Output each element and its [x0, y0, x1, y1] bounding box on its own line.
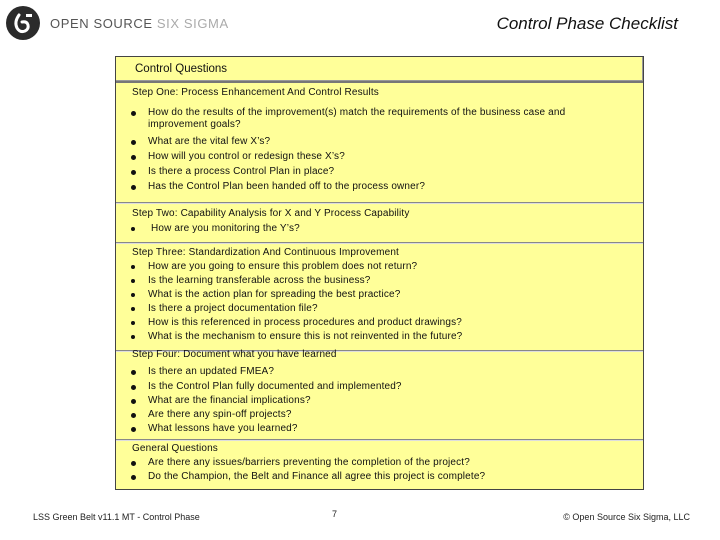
section-step-four — [116, 351, 643, 440]
logo — [6, 6, 229, 40]
bullet-icon — [131, 475, 136, 480]
section-title: Step Four: Document what you have learned — [132, 349, 337, 360]
bullet-icon — [131, 227, 135, 231]
item-text: Is there an updated FMEA? — [148, 366, 275, 377]
item-text: Is the learning transferable across the business? — [148, 275, 371, 286]
item-text: How are you monitoring the Y’s? — [151, 223, 300, 234]
item-text: What is the action plan for spreading the best practice? — [148, 289, 401, 300]
footer-course-label: LSS Green Belt v11.1 MT - Control Phase — [33, 512, 200, 522]
page-number: 7 — [332, 509, 338, 519]
item-text: How are you going to ensure this problem does not return? — [148, 261, 418, 272]
bullet-icon — [131, 399, 136, 404]
item-text: What are the vital few X’s? — [148, 136, 271, 147]
bullet-icon — [131, 170, 136, 175]
bullet-icon — [131, 279, 135, 283]
section-title: Step Three: Standardization And Continuous Improvement — [132, 247, 399, 258]
item-text: What lessons have you learned? — [148, 423, 298, 434]
item-text: Do the Champion, the Belt and Finance all agree this project is complete? — [148, 471, 486, 482]
page-title: Control Phase Checklist — [496, 14, 678, 33]
item-text: How will you control or redesign these X’s? — [148, 151, 345, 162]
logo-text — [50, 16, 229, 31]
bullet-icon — [131, 293, 135, 297]
bullet-icon — [131, 370, 136, 375]
section-step-two — [116, 203, 643, 243]
item-text: Is there a process Control Plan in place? — [148, 166, 335, 177]
logo-text-main: OPEN SOURCE — [50, 15, 153, 31]
item-text: Has the Control Plan been handed off to the process owner? — [148, 181, 426, 192]
item-text: Are there any issues/barriers preventing the completion of the project? — [148, 457, 470, 468]
bullet-icon — [131, 461, 136, 466]
bullet-icon — [131, 111, 136, 116]
section-general-questions — [116, 440, 643, 489]
bullet-icon — [131, 335, 135, 339]
section-step-one — [116, 83, 643, 203]
bullet-icon — [131, 265, 135, 269]
item-text: What are the financial implications? — [148, 395, 311, 406]
bullet-icon — [131, 321, 135, 325]
bullet-icon — [131, 413, 136, 418]
section-step-three — [116, 243, 643, 351]
item-text: Are there any spin-off projects? — [148, 409, 292, 420]
bullet-icon — [131, 427, 136, 432]
bullet-icon — [131, 140, 136, 145]
item-text: How is this referenced in process procedures and product drawings? — [148, 317, 462, 328]
panel-header — [116, 57, 643, 83]
logo-mark-icon — [6, 6, 40, 40]
logo-text-accent: SIX SIGMA — [156, 15, 229, 31]
panel-header-label: Control Questions — [135, 63, 228, 75]
footer-copyright: © Open Source Six Sigma, LLC — [563, 512, 690, 522]
bullet-icon — [131, 185, 136, 190]
item-text: How do the results of the improvement(s) match the requirements of the business case and improvement goals? — [148, 107, 566, 130]
section-title: Step Two: Capability Analysis for X and Y Process Capability — [132, 208, 410, 219]
item-text: What is the mechanism to ensure this is not reinvented in the future? — [148, 331, 463, 342]
section-title: Step One: Process Enhancement And Control Results — [132, 87, 379, 98]
section-title: General Questions — [132, 443, 218, 454]
bullet-icon — [131, 385, 136, 390]
bullet-icon — [131, 155, 136, 160]
control-questions-panel — [115, 56, 644, 490]
item-text: Is the Control Plan fully documented and implemented? — [148, 381, 402, 392]
item-text: Is there a project documentation file? — [148, 303, 318, 314]
bullet-icon — [131, 307, 135, 311]
